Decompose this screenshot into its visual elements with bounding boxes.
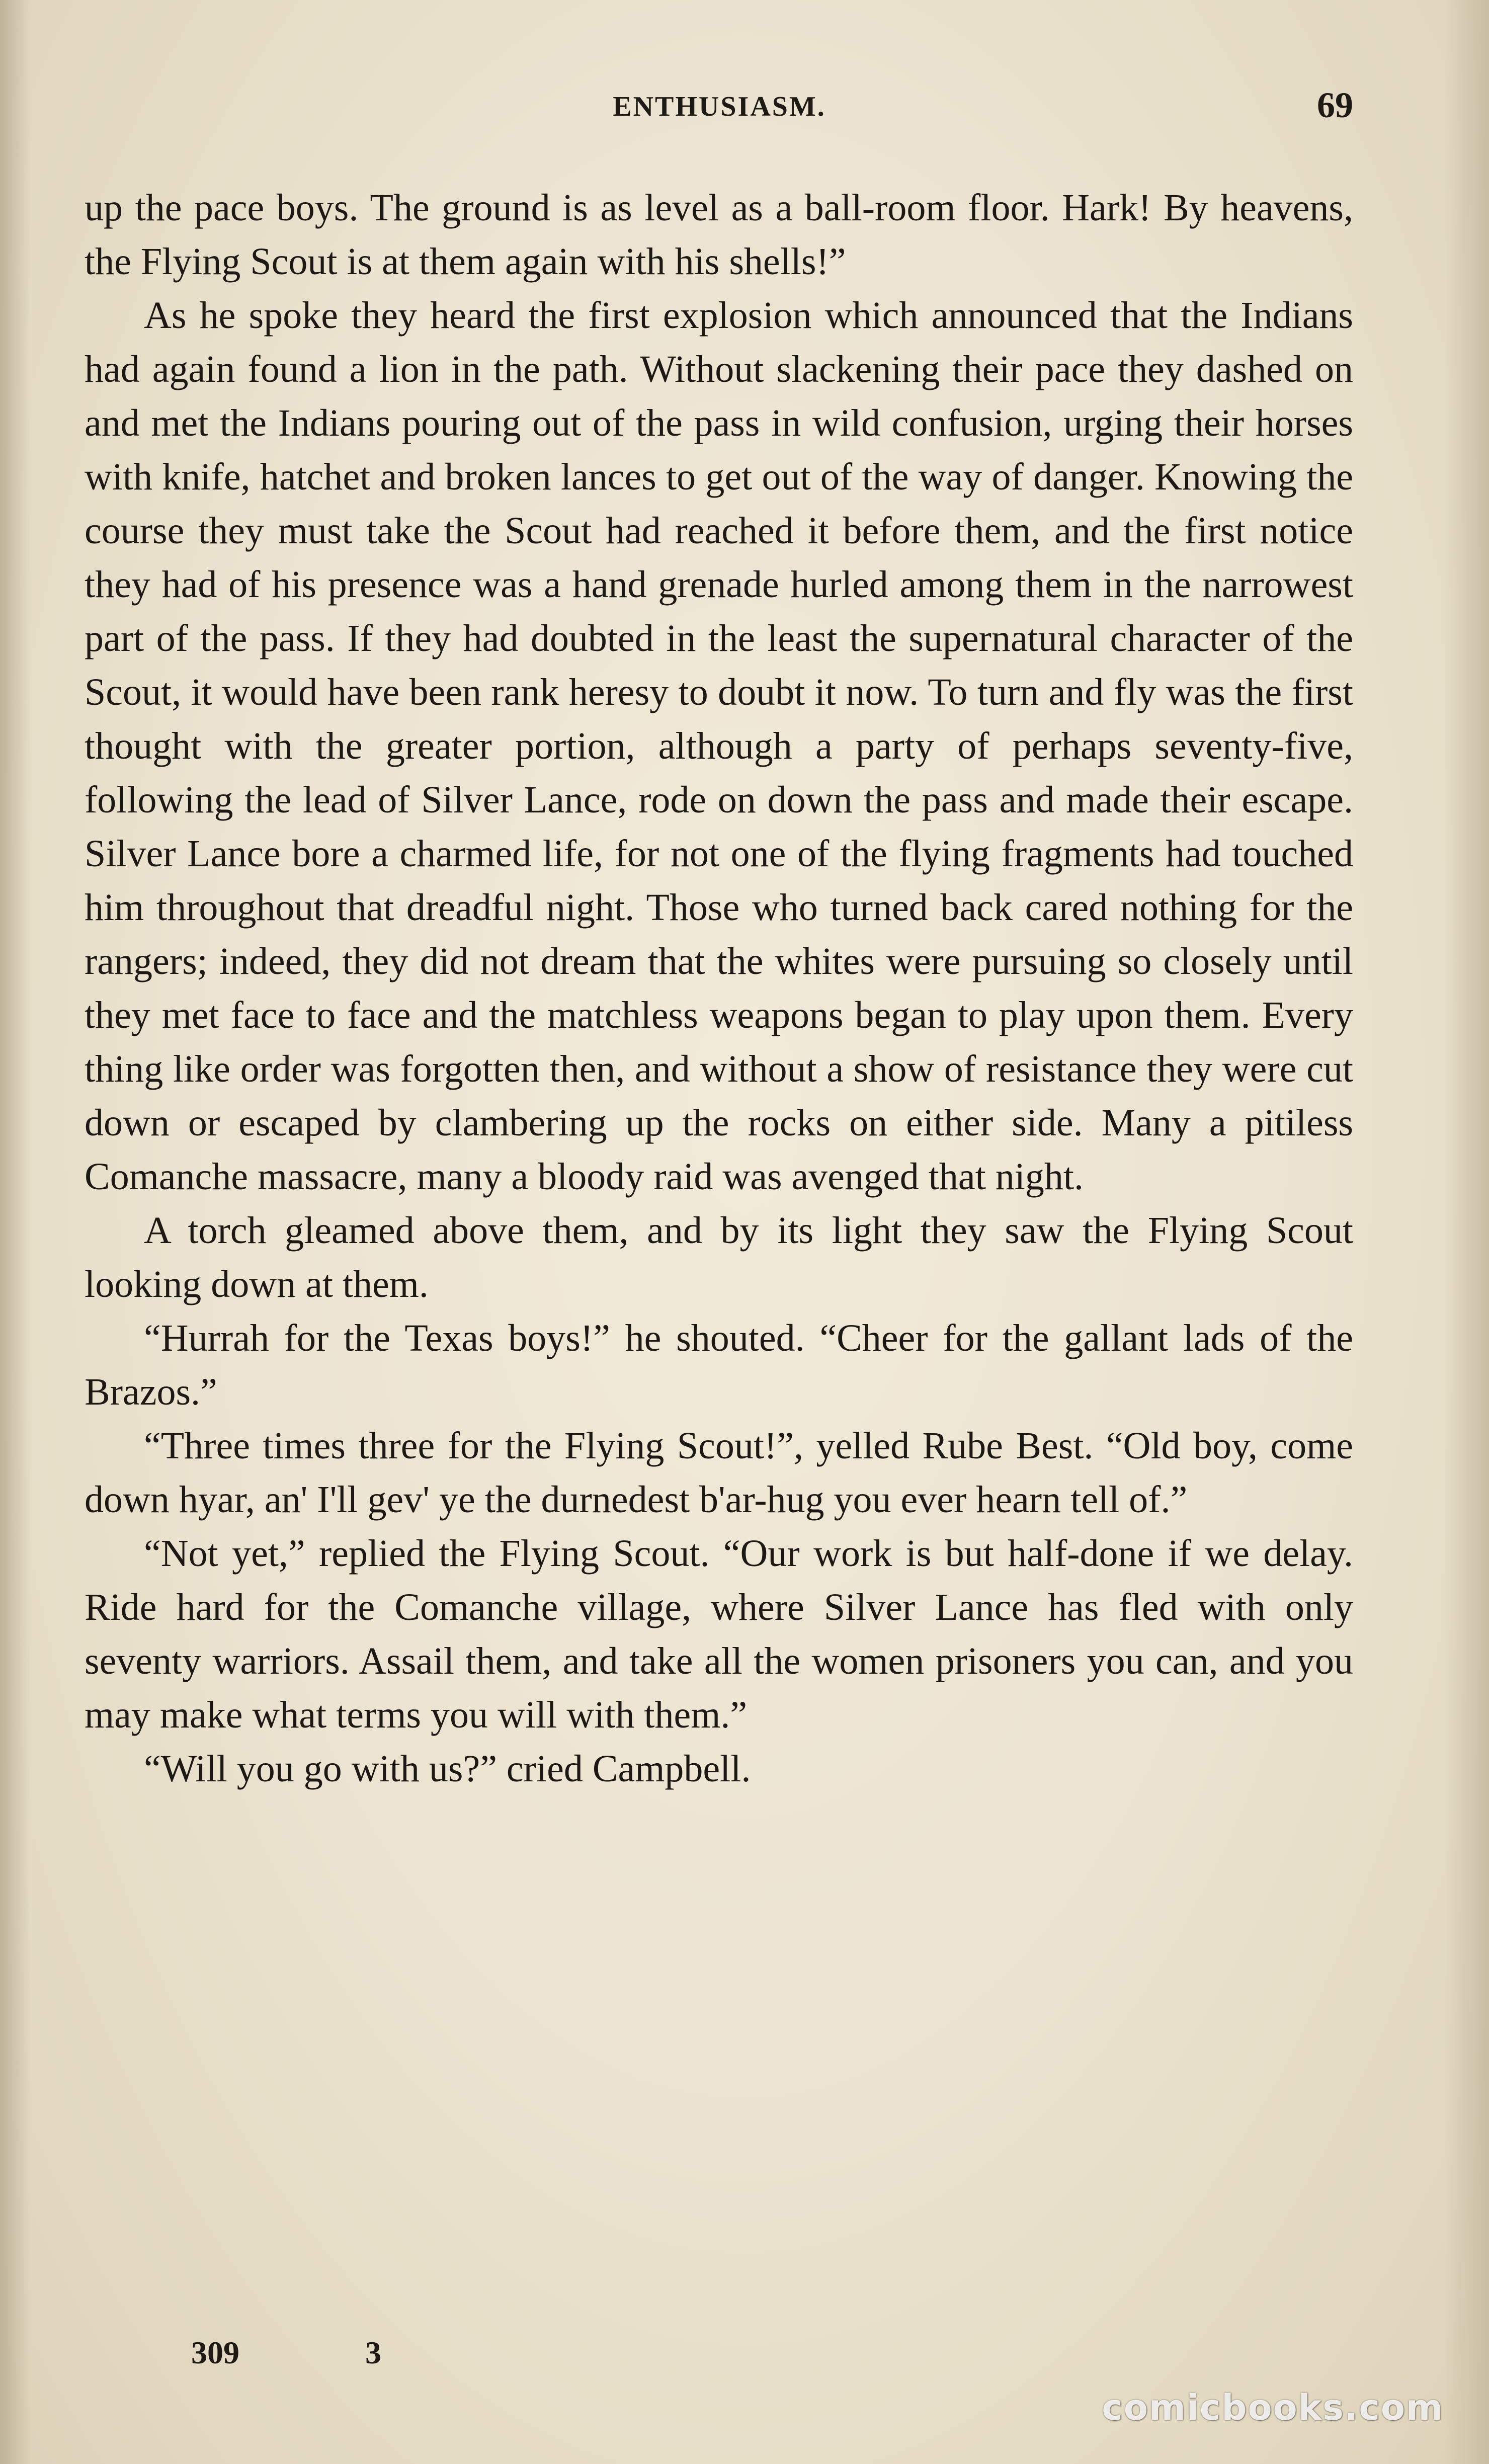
paragraph: up the pace boys. The ground is as level as a ball-room floor. Hark! By heavens, the Flying Scout is at them again with his shells!” xyxy=(85,187,1353,283)
body-text xyxy=(85,181,1353,1796)
paragraph: “Not yet,” replied the Flying Scout. “Our work is but half-done if we delay. Ride hard for the Comanche village, where Silver Lance has fled with only seventy warriors. Assail them, and take all the women prisoners you can, and you may make what terms you will with them.” xyxy=(85,1532,1353,1736)
paragraph: “Three times three for the Flying Scout!”, yelled Rube Best. “Old boy, come down hyar, an' I'll gev' ye the durnedest b'ar-hug you ever hearn tell of.” xyxy=(85,1425,1353,1521)
page-footer xyxy=(191,2334,507,2371)
signature-mark: 3 xyxy=(365,2335,381,2370)
paragraph: “Will you go with us?” cried Campbell. xyxy=(144,1748,751,1790)
running-head: ENTHUSIASM. xyxy=(613,91,826,122)
page-header xyxy=(86,80,1353,136)
paragraph: A torch gleamed above them, and by its light they saw the Flying Scout looking down at them. xyxy=(85,1209,1353,1305)
paragraph: “Hurrah for the Texas boys!” he shouted. “Cheer for the gallant lads of the Brazos.” xyxy=(85,1317,1353,1413)
footer-number: 309 xyxy=(191,2335,239,2370)
page-number: 69 xyxy=(1317,85,1353,125)
page-edge-shadow-right xyxy=(1444,0,1489,2464)
watermark: comicbooks.com xyxy=(1102,2387,1444,2428)
paragraph: As he spoke they heard the first explosion which announced that the Indians had again found a lion in the path. Without slackening their pace they dashed on and met the Indians pouring out of the pass in wild confusion, urging their horses with knife, hatchet and broken lances to get out of the way of danger. Knowing the course they must take the Scout had reached it before them, and the first notice they had of his presence was a hand grenade hurled among them in the narrowest part of the pass. If they had doubted in the least the supernatural character of the Scout, it would have been rank heresy to doubt it now. To turn and fly was the first thought with the greater portion, although a party of perhaps seventy-five, following the lead of Silver Lance, rode on down the pass and made their escape. Silver Lance bore a charmed life, for not one of the flying fragments had touched him throughout that dreadful night. Those who turned back cared nothing for the rangers; indeed, they did not dream that the whites were pursuing so closely until they met face to face and the matchless weapons began to play upon them. Every thing like order was forgotten then, and without a show of resistance they were cut down or escaped by clambering up the rocks on either side. Many a pitiless Comanche massacre, many a bloody raid was avenged that night. xyxy=(85,294,1353,1198)
page-edge-shadow-left xyxy=(0,0,30,2464)
